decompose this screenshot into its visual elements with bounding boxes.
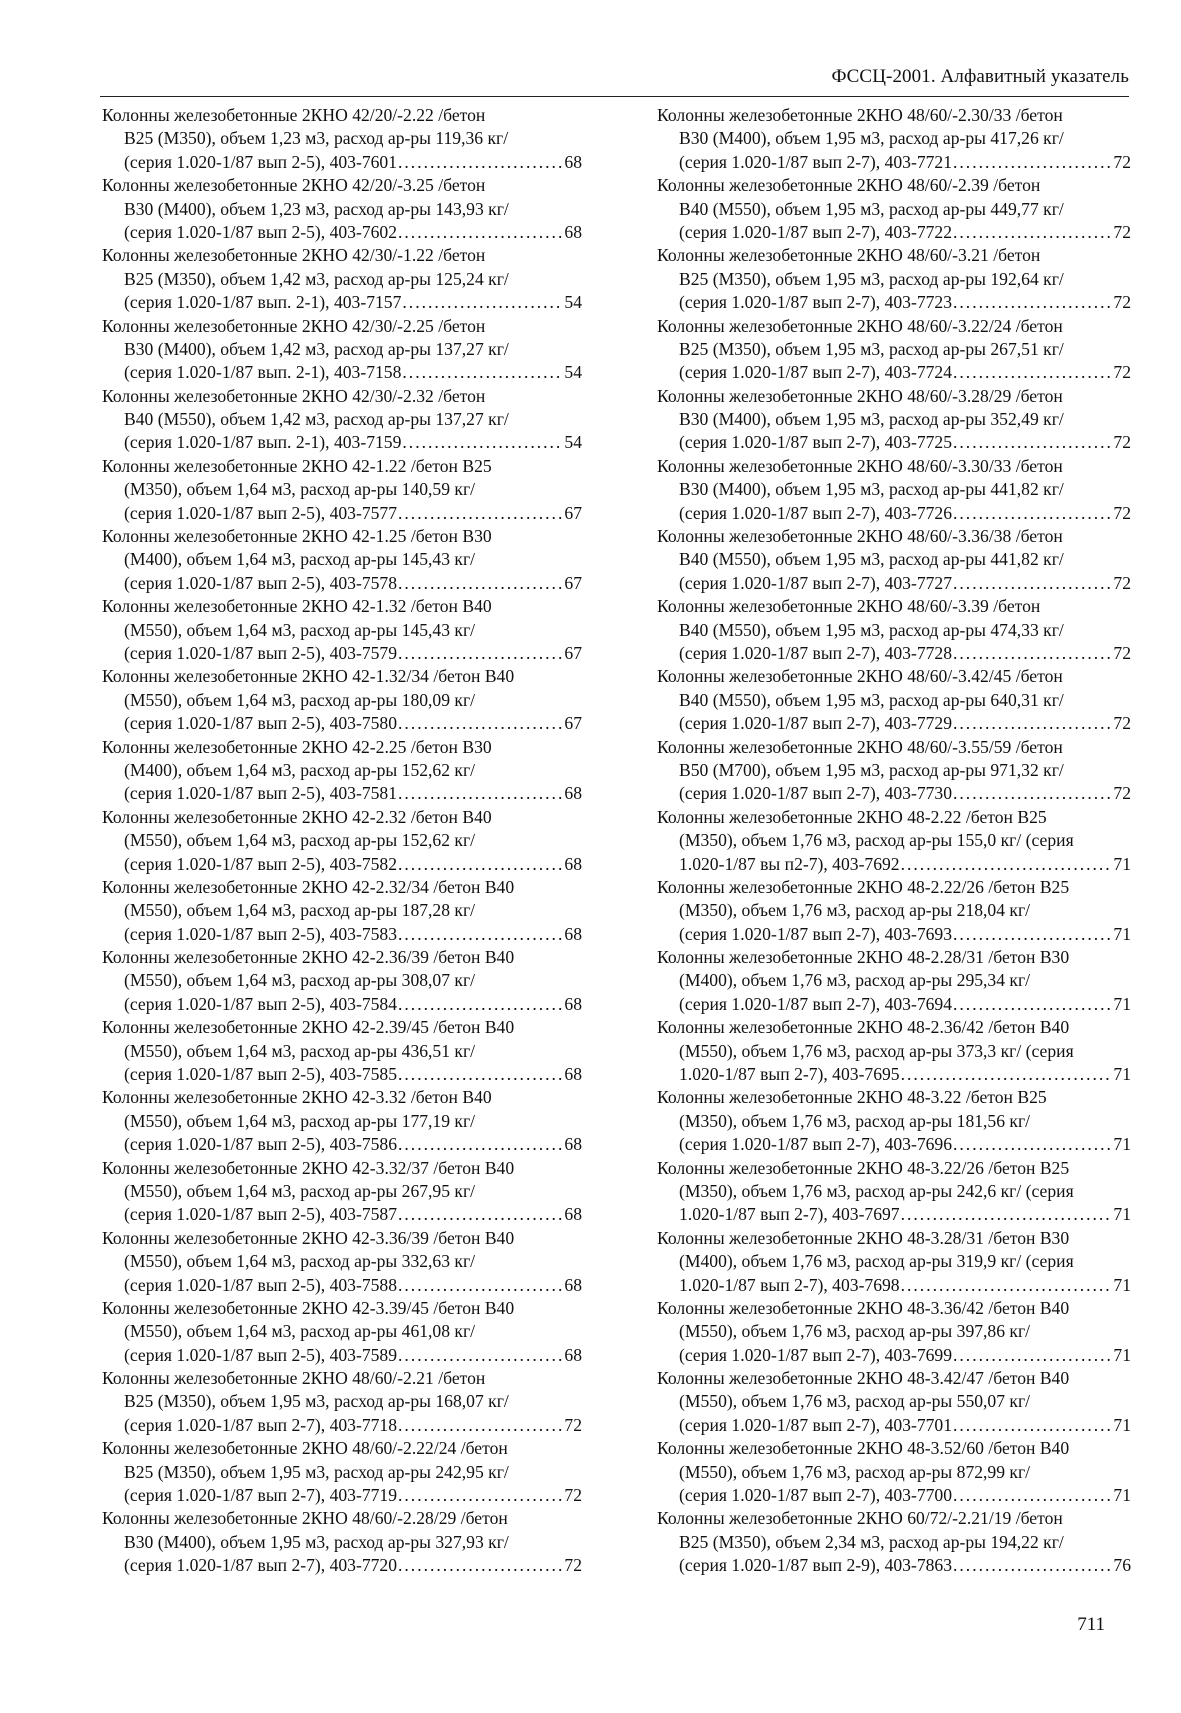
dot-leader: [398, 993, 563, 1016]
entry-reference: (серия 1.020-1/87 вып 2-5), 403-7580: [124, 713, 398, 734]
entry-heading: Колонны железобетонные 2КНО 48-3.52/60 /бетон B40: [657, 1438, 1070, 1459]
dot-leader: [901, 1274, 1113, 1297]
entry-reference-line: [102, 221, 582, 244]
entry-page-number: 72: [1113, 713, 1131, 734]
entry-reference: (серия 1.020-1/87 вып 2-7), 403-7719: [124, 1485, 398, 1506]
index-entry: [102, 385, 582, 455]
entry-page-number: 72: [1113, 783, 1131, 804]
entry-reference-line: [102, 431, 582, 454]
entry-page-number: 71: [1113, 1274, 1131, 1295]
index-entry: [657, 946, 1131, 1016]
entry-detail: (M550), объем 1,64 м3, расход ар-ры 332,63 кг/: [124, 1251, 476, 1272]
dot-leader: [398, 782, 563, 805]
entry-heading: Колонны железобетонные 2КНО 48/60/-2.39 /бетон: [657, 175, 1041, 196]
entry-reference: (серия 1.020-1/87 вып. 2-1), 403-7159: [124, 432, 402, 453]
entry-detail: B40 (M550), объем 1,95 м3, расход ар-ры 449,77 кг/: [679, 198, 1064, 219]
entry-reference: (серия 1.020-1/87 вып 2-5), 403-7586: [124, 1134, 398, 1155]
index-entry: [102, 876, 582, 946]
entry-reference: (серия 1.020-1/87 вып 2-7), 403-7693: [679, 923, 953, 944]
entry-heading: Колонны железобетонные 2КНО 42-1.32/34 /бетон B40: [102, 666, 515, 687]
dot-leader: [398, 151, 563, 174]
entry-reference: (серия 1.020-1/87 вып 2-7), 403-7727: [679, 572, 953, 593]
entry-heading: Колонны железобетонные 2КНО 42-2.32/34 /бетон B40: [102, 876, 515, 897]
entry-reference: (серия 1.020-1/87 вып 2-9), 403-7863: [679, 1555, 953, 1576]
entry-detail: (M400), объем 1,64 м3, расход ар-ры 145,43 кг/: [124, 549, 476, 570]
entry-reference-line: [657, 1484, 1131, 1507]
entry-page-number: 68: [564, 1134, 582, 1155]
dot-leader: [953, 572, 1112, 595]
dot-leader: [398, 642, 563, 665]
index-entry: [657, 315, 1131, 385]
entry-page-number: 72: [1113, 572, 1131, 593]
entry-reference: (серия 1.020-1/87 вып 2-7), 403-7723: [679, 292, 953, 313]
entry-reference: (серия 1.020-1/87 вып 2-5), 403-7582: [124, 853, 398, 874]
entry-page-number: 72: [1113, 432, 1131, 453]
entry-reference: (серия 1.020-1/87 вып 2-7), 403-7724: [679, 362, 953, 383]
entry-reference: (серия 1.020-1/87 вып 2-5), 403-7588: [124, 1274, 398, 1295]
dot-leader: [398, 1133, 563, 1156]
entry-heading: Колонны железобетонные 2КНО 42/30/-1.22 /бетон: [102, 245, 486, 266]
entry-page-number: 54: [564, 432, 582, 453]
entry-heading: Колонны железобетонные 2КНО 48/60/-3.55/59 /бетон: [657, 736, 1063, 757]
dot-leader: [398, 1344, 563, 1367]
entry-detail: (M400), объем 1,76 м3, расход ар-ры 319,9 кг/ (серия: [679, 1251, 1074, 1272]
dot-leader: [402, 361, 563, 384]
index-entry: [657, 525, 1131, 595]
dot-leader: [953, 1133, 1112, 1156]
entry-detail: B30 (M400), объем 1,95 м3, расход ар-ры 417,26 кг/: [679, 128, 1064, 149]
index-entry: [102, 1367, 582, 1437]
index-entry: [102, 1157, 582, 1227]
entry-page-number: 68: [564, 923, 582, 944]
entry-reference-line: [102, 572, 582, 595]
entry-heading: Колонны железобетонные 2КНО 42/20/-2.22 /бетон: [102, 105, 486, 125]
entry-reference: (серия 1.020-1/87 вып 2-5), 403-7579: [124, 642, 398, 663]
entry-reference-line: [657, 431, 1131, 454]
entry-detail: (M350), объем 1,76 м3, расход ар-ры 242,6 кг/ (серия: [679, 1180, 1074, 1201]
index-entry: [657, 174, 1131, 244]
index-column-left: [102, 104, 582, 1578]
entry-heading: Колонны железобетонные 2КНО 42-3.32 /бетон B40: [102, 1087, 492, 1108]
dot-leader: [953, 221, 1112, 244]
entry-page-number: 71: [1113, 1064, 1131, 1085]
index-entry: [657, 1227, 1131, 1297]
entry-reference-line: [657, 361, 1131, 384]
index-entry: [102, 665, 582, 735]
entry-reference: (серия 1.020-1/87 вып 2-7), 403-7721: [679, 151, 953, 172]
entry-detail: (M350), объем 1,76 м3, расход ар-ры 218,04 кг/: [679, 900, 1031, 921]
entry-detail: (M550), объем 1,76 м3, расход ар-ры 550,07 кг/: [679, 1391, 1031, 1412]
entry-heading: Колонны железобетонные 2КНО 48-3.22/26 /бетон B25: [657, 1157, 1070, 1178]
entry-reference: (серия 1.020-1/87 вып 2-7), 403-7696: [679, 1134, 953, 1155]
entry-page-number: 54: [564, 362, 582, 383]
entry-reference: (серия 1.020-1/87 вып 2-7), 403-7725: [679, 432, 953, 453]
index-entry: [657, 1367, 1131, 1437]
index-entry: [102, 244, 582, 314]
entry-detail: B40 (M550), объем 1,95 м3, расход ар-ры 441,82 кг/: [679, 549, 1064, 570]
entry-reference-line: [102, 923, 582, 946]
entry-heading: Колонны железобетонные 2КНО 42-1.22 /бетон B25: [102, 455, 492, 476]
entry-reference-line: [102, 1063, 582, 1086]
index-entry: [102, 1297, 582, 1367]
entry-heading: Колонны железобетонные 2КНО 42/30/-2.25 /бетон: [102, 315, 486, 336]
dot-leader: [398, 1554, 563, 1577]
entry-heading: Колонны железобетонные 2КНО 42-3.32/37 /бетон B40: [102, 1157, 515, 1178]
entry-heading: Колонны железобетонные 2КНО 48-3.36/42 /бетон B40: [657, 1297, 1070, 1318]
entry-page-number: 71: [1113, 1134, 1131, 1155]
entry-reference-line: [102, 151, 582, 174]
entry-reference: 1.020-1/87 вып 2-7), 403-7695: [679, 1064, 900, 1085]
entry-page-number: 68: [564, 221, 582, 242]
entry-reference-line: [657, 1133, 1131, 1156]
entry-heading: Колонны железобетонные 2КНО 42/20/-3.25 /бетон: [102, 175, 486, 196]
entry-reference-line: [657, 572, 1131, 595]
entry-reference-line: [102, 291, 582, 314]
entry-reference: (серия 1.020-1/87 вып. 2-1), 403-7158: [124, 362, 402, 383]
dot-leader: [398, 1274, 563, 1297]
entry-reference: (серия 1.020-1/87 вып 2-5), 403-7577: [124, 502, 398, 523]
entry-reference-line: [657, 1274, 1131, 1297]
entry-heading: Колонны железобетонные 2КНО 48/60/-3.39 /бетон: [657, 596, 1041, 617]
entry-page-number: 67: [564, 572, 582, 593]
entry-page-number: 71: [1113, 853, 1131, 874]
entry-reference: (серия 1.020-1/87 вып 2-5), 403-7584: [124, 993, 398, 1014]
entry-page-number: 67: [564, 642, 582, 663]
entry-heading: Колонны железобетонные 2КНО 48/60/-2.22/24 /бетон: [102, 1438, 508, 1459]
index-entry: [102, 1507, 582, 1577]
entry-detail: (M550), объем 1,76 м3, расход ар-ры 872,99 кг/: [679, 1461, 1031, 1482]
entry-page-number: 71: [1113, 993, 1131, 1014]
entry-reference-line: [102, 1344, 582, 1367]
entry-reference: (серия 1.020-1/87 вып 2-5), 403-7589: [124, 1344, 398, 1365]
entry-reference-line: [657, 993, 1131, 1016]
entry-reference-line: [657, 151, 1131, 174]
entry-page-number: 68: [564, 1204, 582, 1225]
entry-page-number: 71: [1113, 1485, 1131, 1506]
index-entry: [657, 665, 1131, 735]
entry-page-number: 67: [564, 713, 582, 734]
entry-heading: Колонны железобетонные 2КНО 42-2.36/39 /бетон B40: [102, 947, 515, 968]
entry-heading: Колонны железобетонные 2КНО 60/72/-2.21/19 /бетон: [657, 1508, 1063, 1529]
index-column-right: [657, 104, 1131, 1578]
entry-page-number: 72: [564, 1414, 582, 1435]
index-entry: [657, 1507, 1131, 1577]
entry-detail: B30 (M400), объем 1,23 м3, расход ар-ры 143,93 кг/: [124, 198, 509, 219]
index-entry: [657, 1297, 1131, 1367]
entry-reference: (серия 1.020-1/87 вып 2-5), 403-7585: [124, 1064, 398, 1085]
page-number: 711: [1077, 1614, 1105, 1635]
entry-detail: (M350), объем 1,76 м3, расход ар-ры 155,0 кг/ (серия: [679, 830, 1074, 851]
entry-reference-line: [102, 993, 582, 1016]
entry-detail: (M550), объем 1,64 м3, расход ар-ры 180,09 кг/: [124, 689, 476, 710]
entry-reference-line: [657, 1063, 1131, 1086]
entry-detail: (M400), объем 1,64 м3, расход ар-ры 152,62 кг/: [124, 759, 476, 780]
index-entry: [657, 1016, 1131, 1086]
entry-heading: Колонны железобетонные 2КНО 42-2.32 /бетон B40: [102, 806, 492, 827]
entry-reference-line: [657, 502, 1131, 525]
entry-heading: Колонны железобетонные 2КНО 48/60/-3.30/33 /бетон: [657, 455, 1063, 476]
entry-page-number: 71: [1113, 923, 1131, 944]
index-entry: [102, 174, 582, 244]
entry-page-number: 71: [1113, 1204, 1131, 1225]
entry-reference: (серия 1.020-1/87 вып 2-7), 403-7722: [679, 221, 953, 242]
entry-heading: Колонны железобетонные 2КНО 42-1.25 /бетон B30: [102, 526, 492, 547]
entry-reference: (серия 1.020-1/87 вып 2-7), 403-7699: [679, 1344, 953, 1365]
entry-reference-line: [102, 1484, 582, 1507]
entry-page-number: 72: [564, 1555, 582, 1576]
entry-heading: Колонны железобетонные 2КНО 48/60/-3.36/38 /бетон: [657, 526, 1063, 547]
index-entry: [657, 1086, 1131, 1156]
entry-reference-line: [657, 642, 1131, 665]
entry-detail: (M350), объем 1,64 м3, расход ар-ры 140,59 кг/: [124, 479, 476, 500]
dot-leader: [402, 291, 563, 314]
entry-page-number: 68: [564, 993, 582, 1014]
entry-detail: B25 (M350), объем 1,95 м3, расход ар-ры 242,95 кг/: [124, 1461, 509, 1482]
entry-reference: (серия 1.020-1/87 вып 2-7), 403-7701: [679, 1414, 953, 1435]
entry-reference-line: [657, 221, 1131, 244]
entry-detail: B40 (M550), объем 1,95 м3, расход ар-ры 474,33 кг/: [679, 619, 1064, 640]
entry-detail: (M550), объем 1,64 м3, расход ар-ры 308,07 кг/: [124, 970, 476, 991]
entry-reference-line: [102, 502, 582, 525]
dot-leader: [953, 712, 1112, 735]
entry-heading: Колонны железобетонные 2КНО 42-3.36/39 /бетон B40: [102, 1227, 515, 1248]
dot-leader: [901, 853, 1113, 876]
entry-heading: Колонны железобетонные 2КНО 48-3.22 /бетон B25: [657, 1087, 1047, 1108]
index-entry: [102, 1437, 582, 1507]
entry-reference: (серия 1.020-1/87 вып 2-5), 403-7581: [124, 783, 398, 804]
entry-page-number: 68: [564, 1344, 582, 1365]
entry-page-number: 68: [564, 853, 582, 874]
entry-detail: (M550), объем 1,64 м3, расход ар-ры 145,43 кг/: [124, 619, 476, 640]
dot-leader: [398, 712, 563, 735]
entry-page-number: 68: [564, 151, 582, 172]
entry-page-number: 72: [1113, 502, 1131, 523]
entry-detail: B40 (M550), объем 1,42 м3, расход ар-ры 137,27 кг/: [124, 409, 509, 430]
index-entry: [102, 455, 582, 525]
entry-page-number: 72: [1113, 642, 1131, 663]
dot-leader: [398, 853, 563, 876]
entry-page-number: 76: [1113, 1555, 1131, 1576]
entry-reference: (серия 1.020-1/87 вып 2-5), 403-7602: [124, 221, 398, 242]
entry-heading: Колонны железобетонные 2КНО 48-2.36/42 /бетон B40: [657, 1017, 1070, 1038]
entry-heading: Колонны железобетонные 2КНО 48-3.42/47 /бетон B40: [657, 1368, 1070, 1389]
entry-detail: (M550), объем 1,64 м3, расход ар-ры 177,19 кг/: [124, 1110, 476, 1131]
entry-reference: 1.020-1/87 вып 2-7), 403-7698: [679, 1274, 900, 1295]
dot-leader: [953, 361, 1112, 384]
entry-heading: Колонны железобетонные 2КНО 48-2.22 /бетон B25: [657, 806, 1047, 827]
entry-reference-line: [657, 1414, 1131, 1437]
entry-reference-line: [102, 642, 582, 665]
entry-heading: Колонны железобетонные 2КНО 48/60/-3.22/24 /бетон: [657, 315, 1063, 336]
entry-detail: (M350), объем 1,76 м3, расход ар-ры 181,56 кг/: [679, 1110, 1031, 1131]
entry-page-number: 68: [564, 1064, 582, 1085]
index-entry: [102, 946, 582, 1016]
index-entry: [657, 876, 1131, 946]
entry-reference: (серия 1.020-1/87 вып 2-7), 403-7720: [124, 1555, 398, 1576]
entry-reference: (серия 1.020-1/87 вып 2-5), 403-7587: [124, 1204, 398, 1225]
entry-heading: Колонны железобетонные 2КНО 42-1.32 /бетон B40: [102, 596, 492, 617]
dot-leader: [953, 1554, 1112, 1577]
entry-reference-line: [657, 1203, 1131, 1226]
entry-detail: B30 (M400), объем 1,95 м3, расход ар-ры 352,49 кг/: [679, 409, 1064, 430]
entry-heading: Колонны железобетонные 2КНО 48-3.28/31 /бетон B30: [657, 1227, 1070, 1248]
entry-heading: Колонны железобетонные 2КНО 48/60/-2.28/29 /бетон: [102, 1508, 508, 1529]
entry-reference-line: [102, 782, 582, 805]
dot-leader: [953, 502, 1112, 525]
entry-reference: (серия 1.020-1/87 вып 2-5), 403-7583: [124, 923, 398, 944]
entry-page-number: 72: [1113, 292, 1131, 313]
entry-reference: (серия 1.020-1/87 вып 2-7), 403-7730: [679, 783, 953, 804]
entry-detail: (M550), объем 1,64 м3, расход ар-ры 461,08 кг/: [124, 1321, 476, 1342]
dot-leader: [953, 291, 1112, 314]
entry-heading: Колонны железобетонные 2КНО 48/60/-3.21 /бетон: [657, 245, 1041, 266]
index-entry: [102, 104, 582, 174]
index-entry: [102, 736, 582, 806]
dot-leader: [953, 1484, 1112, 1507]
entry-detail: B40 (M550), объем 1,95 м3, расход ар-ры 640,31 кг/: [679, 689, 1064, 710]
entry-reference-line: [102, 853, 582, 876]
dot-leader: [953, 431, 1112, 454]
index-entry: [657, 1157, 1131, 1227]
index-entry: [657, 595, 1131, 665]
entry-heading: Колонны железобетонные 2КНО 42-3.39/45 /бетон B40: [102, 1297, 515, 1318]
dot-leader: [398, 502, 563, 525]
entry-reference: (серия 1.020-1/87 вып 2-7), 403-7729: [679, 713, 953, 734]
index-entry: [657, 1437, 1131, 1507]
entry-reference-line: [102, 1414, 582, 1437]
entry-reference: (серия 1.020-1/87 вып 2-7), 403-7728: [679, 642, 953, 663]
dot-leader: [901, 1063, 1113, 1086]
entry-detail: B30 (M400), объем 1,42 м3, расход ар-ры 137,27 кг/: [124, 338, 509, 359]
entry-detail: (M550), объем 1,76 м3, расход ар-ры 397,86 кг/: [679, 1321, 1031, 1342]
dot-leader: [398, 1063, 563, 1086]
entry-detail: (M550), объем 1,76 м3, расход ар-ры 373,3 кг/ (серия: [679, 1040, 1074, 1061]
entry-page-number: 72: [564, 1485, 582, 1506]
dot-leader: [398, 923, 563, 946]
index-entry: [102, 1016, 582, 1086]
entry-reference-line: [102, 1554, 582, 1577]
index-entry: [657, 736, 1131, 806]
index-entry: [657, 455, 1131, 525]
entry-heading: Колонны железобетонные 2КНО 48/60/-2.21 /бетон: [102, 1368, 486, 1389]
entry-detail: (M550), объем 1,64 м3, расход ар-ры 152,62 кг/: [124, 830, 476, 851]
entry-reference-line: [657, 1554, 1131, 1577]
header-divider: [100, 96, 1129, 97]
dot-leader: [402, 431, 563, 454]
entry-page-number: 72: [1113, 221, 1131, 242]
entry-reference: (серия 1.020-1/87 вып 2-7), 403-7694: [679, 993, 953, 1014]
index-entry: [657, 385, 1131, 455]
dot-leader: [953, 993, 1112, 1016]
entry-reference: 1.020-1/87 вы п2-7), 403-7692: [679, 853, 900, 874]
entry-heading: Колонны железобетонные 2КНО 48-2.28/31 /бетон B30: [657, 947, 1070, 968]
entry-page-number: 71: [1113, 1344, 1131, 1365]
dot-leader: [398, 572, 563, 595]
entry-detail: B30 (M400), объем 1,95 м3, расход ар-ры 327,93 кг/: [124, 1531, 509, 1552]
dot-leader: [953, 1344, 1112, 1367]
dot-leader: [398, 221, 563, 244]
entry-reference-line: [657, 923, 1131, 946]
dot-leader: [953, 1414, 1112, 1437]
entry-detail: (M550), объем 1,64 м3, расход ар-ры 187,28 кг/: [124, 900, 476, 921]
dot-leader: [953, 642, 1112, 665]
entry-reference-line: [102, 1274, 582, 1297]
running-header: ФССЦ-2001. Алфавитный указатель: [831, 66, 1129, 87]
dot-leader: [398, 1203, 563, 1226]
entry-heading: Колонны железобетонные 2КНО 42-2.25 /бетон B30: [102, 736, 492, 757]
entry-reference-line: [657, 291, 1131, 314]
index-entry: [657, 806, 1131, 876]
entry-heading: Колонны железобетонные 2КНО 48/60/-3.28/29 /бетон: [657, 385, 1063, 406]
entry-detail: (M550), объем 1,64 м3, расход ар-ры 267,95 кг/: [124, 1180, 476, 1201]
index-entry: [102, 315, 582, 385]
entry-page-number: 71: [1113, 1414, 1131, 1435]
entry-reference-line: [102, 361, 582, 384]
entry-heading: Колонны железобетонные 2КНО 48/60/-3.42/45 /бетон: [657, 666, 1063, 687]
entry-heading: Колонны железобетонные 2КНО 42-2.39/45 /бетон B40: [102, 1017, 515, 1038]
entry-reference-line: [102, 1203, 582, 1226]
dot-leader: [953, 782, 1112, 805]
index-entry: [102, 1227, 582, 1297]
entry-heading: Колонны железобетонные 2КНО 48-2.22/26 /бетон B25: [657, 876, 1070, 897]
entry-reference-line: [657, 712, 1131, 735]
index-entry: [657, 244, 1131, 314]
entry-detail: (M400), объем 1,76 м3, расход ар-ры 295,34 кг/: [679, 970, 1031, 991]
entry-reference: 1.020-1/87 вып 2-7), 403-7697: [679, 1204, 900, 1225]
entry-detail: B25 (M350), объем 2,34 м3, расход ар-ры 194,22 кг/: [679, 1531, 1064, 1552]
dot-leader: [953, 923, 1112, 946]
entry-reference: (серия 1.020-1/87 вып 2-7), 403-7700: [679, 1485, 953, 1506]
index-entry: [657, 104, 1131, 174]
index-entry: [102, 806, 582, 876]
entry-page-number: 68: [564, 1274, 582, 1295]
entry-reference: (серия 1.020-1/87 вып. 2-1), 403-7157: [124, 292, 402, 313]
entry-reference-line: [657, 1344, 1131, 1367]
entry-detail: B25 (M350), объем 1,42 м3, расход ар-ры 125,24 кг/: [124, 268, 509, 289]
entry-page-number: 72: [1113, 151, 1131, 172]
entry-page-number: 72: [1113, 362, 1131, 383]
entry-page-number: 68: [564, 783, 582, 804]
entry-detail: B30 (M400), объем 1,95 м3, расход ар-ры 441,82 кг/: [679, 479, 1064, 500]
entry-reference-line: [102, 712, 582, 735]
entry-detail: B25 (M350), объем 1,95 м3, расход ар-ры 168,07 кг/: [124, 1391, 509, 1412]
entry-detail: B25 (M350), объем 1,23 м3, расход ар-ры 119,36 кг/: [124, 128, 509, 149]
index-entry: [102, 1086, 582, 1156]
entry-detail: B50 (M700), объем 1,95 м3, расход ар-ры 971,32 кг/: [679, 759, 1064, 780]
dot-leader: [953, 151, 1112, 174]
entry-reference-line: [657, 853, 1131, 876]
dot-leader: [398, 1484, 563, 1507]
entry-heading: Колонны железобетонные 2КНО 42/30/-2.32 /бетон: [102, 385, 486, 406]
dot-leader: [901, 1203, 1113, 1226]
index-entry: [102, 595, 582, 665]
entry-reference-line: [102, 1133, 582, 1156]
entry-reference: (серия 1.020-1/87 вып 2-5), 403-7601: [124, 151, 398, 172]
entry-heading: Колонны железобетонные 2КНО 48/60/-2.30/33 /бетон: [657, 105, 1063, 125]
entry-reference: (серия 1.020-1/87 вып 2-7), 403-7726: [679, 502, 953, 523]
entry-detail: B25 (M350), объем 1,95 м3, расход ар-ры 192,64 кг/: [679, 268, 1064, 289]
entry-detail: (M550), объем 1,64 м3, расход ар-ры 436,51 кг/: [124, 1040, 476, 1061]
entry-reference: (серия 1.020-1/87 вып 2-5), 403-7578: [124, 572, 398, 593]
dot-leader: [398, 1414, 563, 1437]
index-entry: [102, 525, 582, 595]
entry-reference-line: [657, 782, 1131, 805]
entry-page-number: 67: [564, 502, 582, 523]
entry-page-number: 54: [564, 292, 582, 313]
entry-detail: B25 (M350), объем 1,95 м3, расход ар-ры 267,51 кг/: [679, 338, 1064, 359]
entry-reference: (серия 1.020-1/87 вып 2-7), 403-7718: [124, 1414, 398, 1435]
